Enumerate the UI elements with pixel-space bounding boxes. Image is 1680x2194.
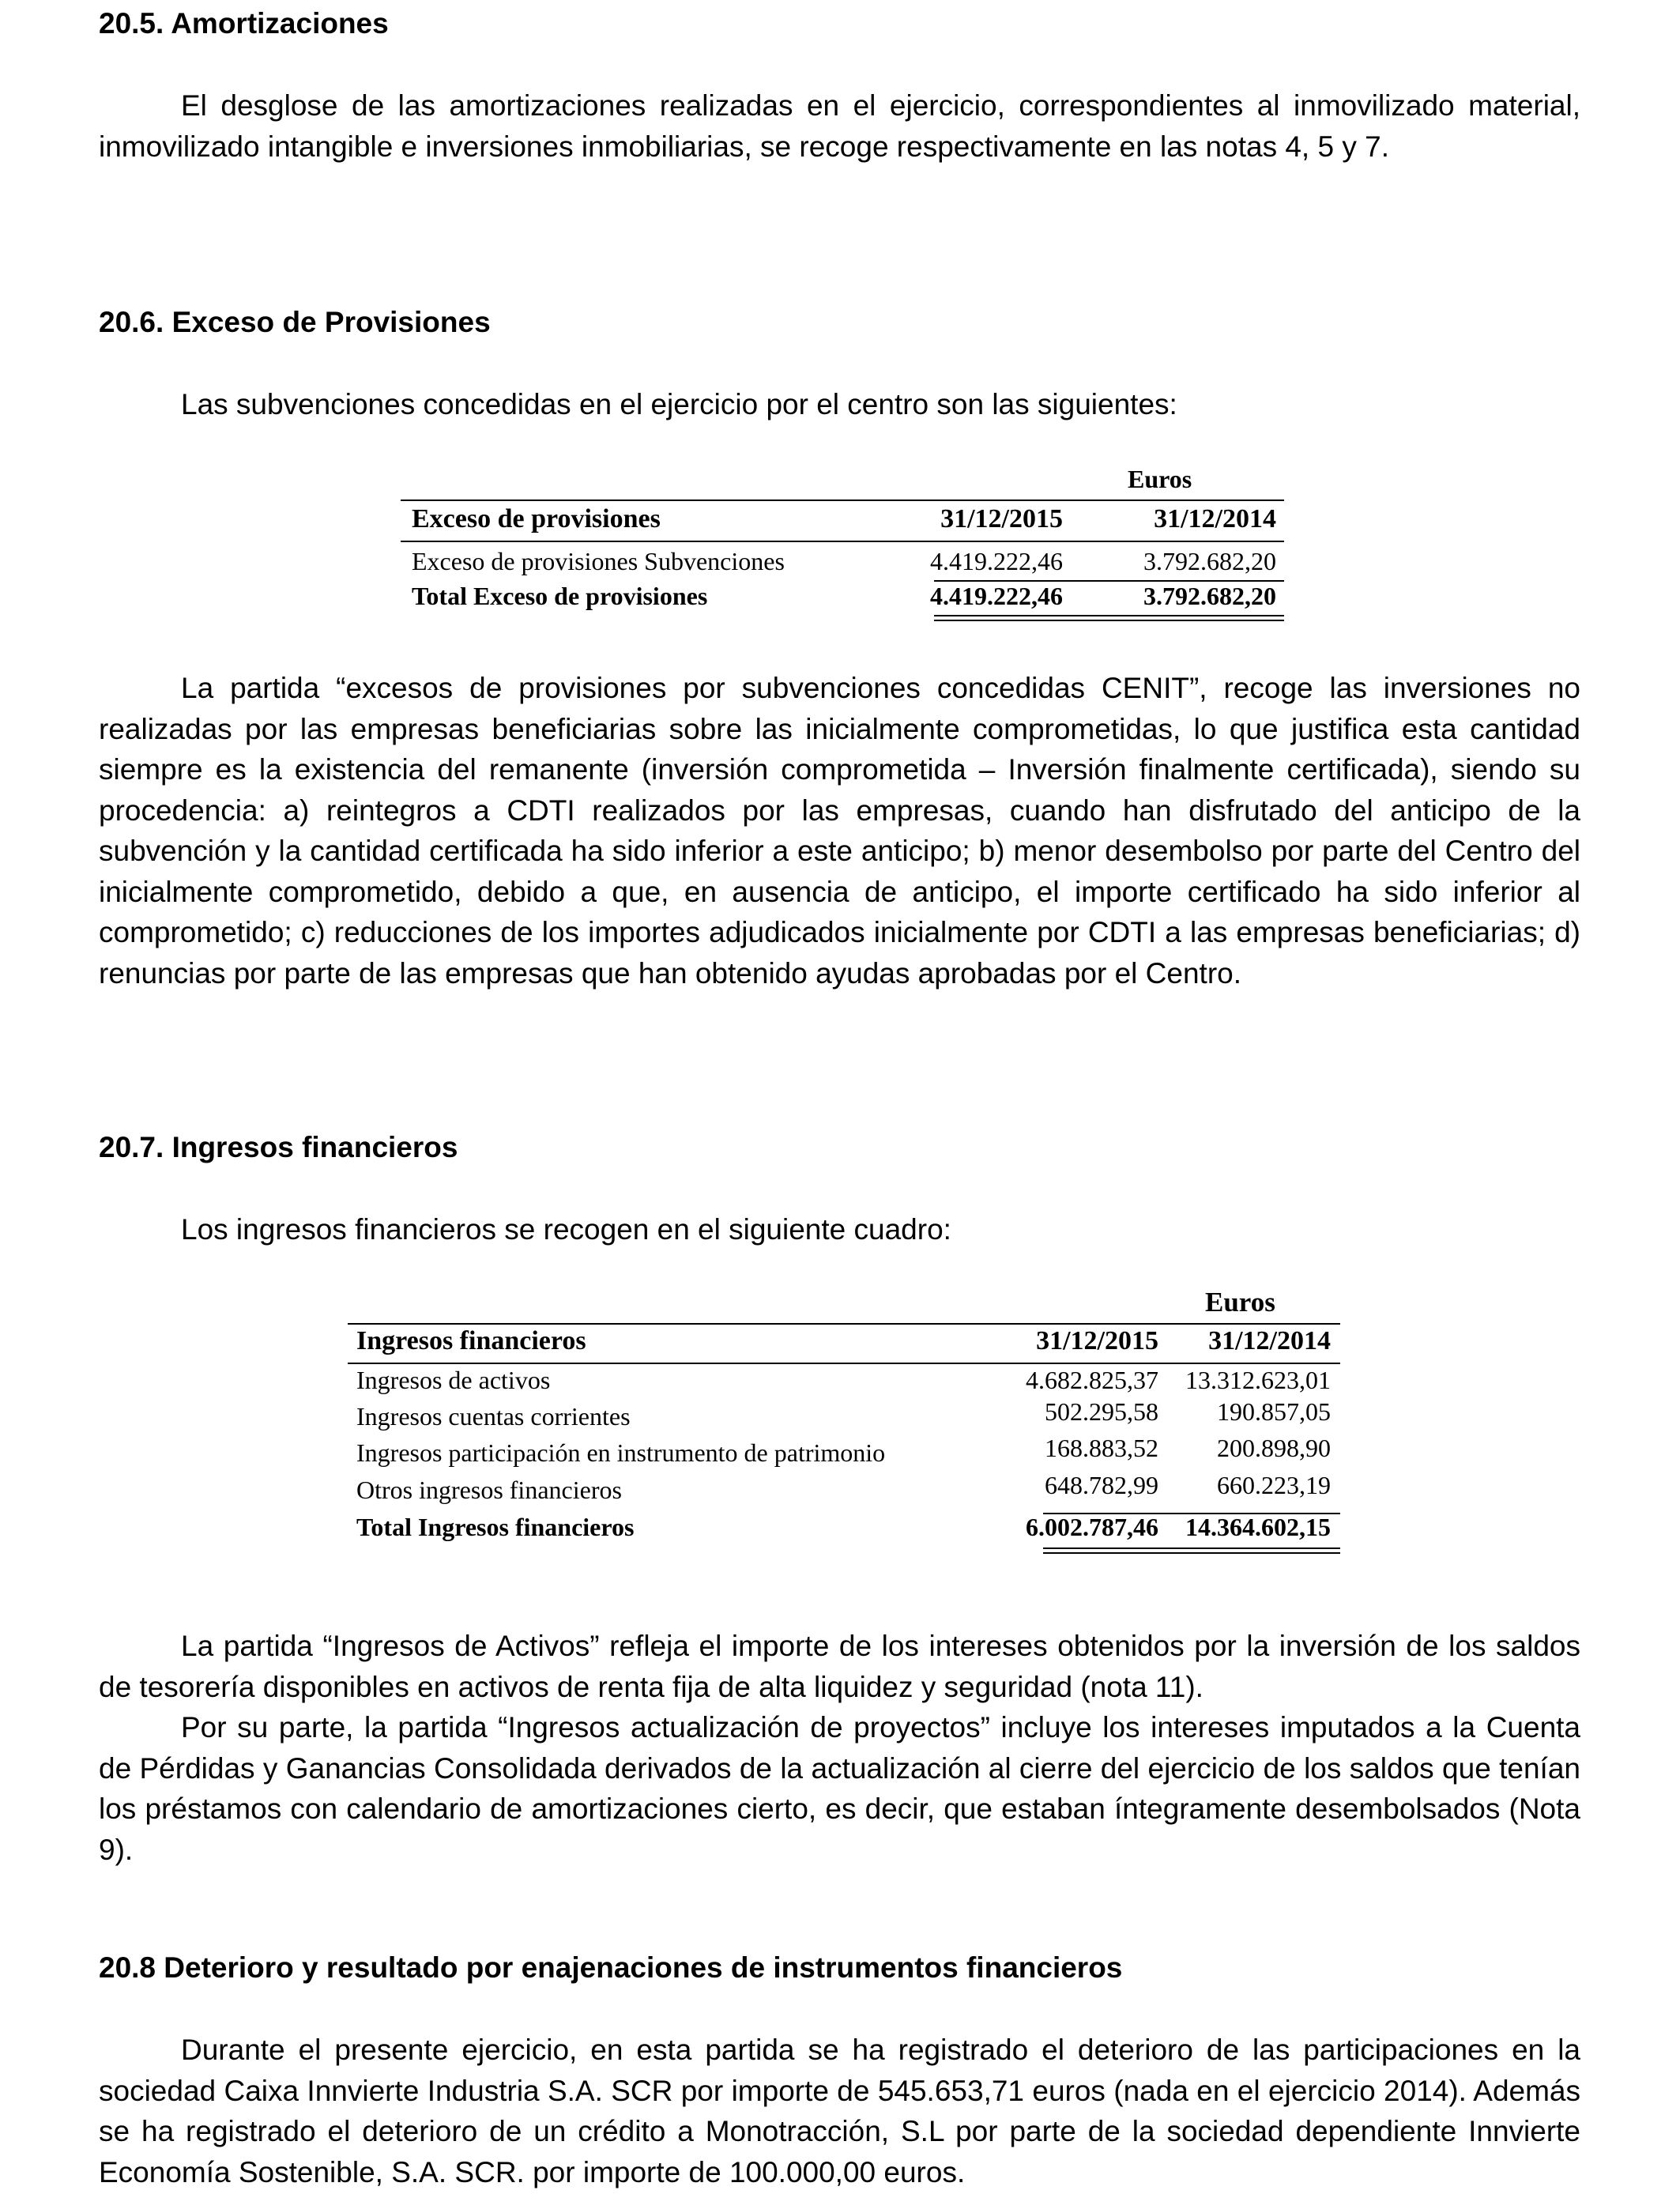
row-value-2015: 648.782,99 [1045, 1471, 1158, 1499]
header-concept: Ingresos financieros [356, 1326, 586, 1355]
table-header-rule [348, 1363, 1340, 1364]
table-top-rule [348, 1323, 1340, 1325]
total-2015: 6.002.787,46 [1026, 1513, 1158, 1541]
table-header-rule [401, 541, 1284, 542]
total-double-rule-2 [934, 620, 1284, 621]
total-2015: 4.419.222,46 [930, 582, 1063, 610]
row-value-2014: 3.792.682,20 [1143, 547, 1276, 575]
row-value-2014: 190.857,05 [1217, 1397, 1331, 1426]
header-2015: 31/12/2015 [940, 504, 1063, 533]
section-heading-20-8: 20.8 Deterioro y resultado por enajenaciones de instrumentos financieros [99, 1951, 1123, 1984]
total-2014: 14.364.602,15 [1185, 1513, 1331, 1541]
document-page [99, 0, 1580, 2194]
row-value-2014: 13.312.623,01 [1185, 1366, 1331, 1394]
header-2014: 31/12/2014 [1154, 504, 1276, 533]
row-value-2015: 168.883,52 [1045, 1434, 1158, 1462]
total-double-rule-1 [1043, 1547, 1340, 1549]
section-heading-20-5: 20.5. Amortizaciones [99, 7, 389, 40]
row-value-2015: 502.295,58 [1045, 1397, 1158, 1426]
row-concept: Ingresos participación en instrumento de patrimonio [356, 1438, 886, 1467]
table-unit-label: Euros [1205, 1287, 1275, 1318]
total-double-rule-1 [934, 615, 1284, 616]
row-concept: Ingresos cuentas corrientes [356, 1402, 631, 1431]
intro-exceso-provisiones: Las subvenciones concedidas en el ejercicio por el centro son las siguientes: [181, 388, 1177, 420]
total-double-rule-2 [1043, 1552, 1340, 1554]
table-ingresos-financieros [348, 1287, 1340, 1559]
paragraph-exceso-cenit: La partida “excesos de provisiones por subvenciones concedidas CENIT”, recoge las inversiones no realizadas por las empresas beneficiarias sobre las inicialmente comprometidas, lo que justifica esta cantidad siempre es la existencia del remanente (inversión comprometida – Inversión finalmente certificada), siendo su procedencia: a) reintegros a CDTI realizados por las empresas, cuando han disfrutado del anticipo de la subvención y la cantidad certificada ha sido inferior a este anticipo; b) menor desembolso por parte del Centro del inicialmente comprometido, debido a que, en ausencia de anticipo, el importe certificado ha sido inferior al comprometido; c) reducciones de los importes adjudicados inicialmente por CDTI a las empresas beneficiarias; d) renuncias por parte de las empresas que han obtenido ayudas aprobadas por el Centro. [99, 672, 1580, 990]
section-heading-20-7: 20.7. Ingresos financieros [99, 1131, 458, 1163]
row-concept: Ingresos de activos [356, 1366, 551, 1394]
header-2015: 31/12/2015 [1036, 1326, 1158, 1355]
section-heading-20-6: 20.6. Exceso de Provisiones [99, 306, 491, 338]
table-unit-label: Euros [1128, 465, 1192, 493]
header-2014: 31/12/2014 [1208, 1326, 1331, 1355]
intro-ingresos-financieros: Los ingresos financieros se recogen en el siguiente cuadro: [181, 1213, 951, 1246]
row-value-2014: 660.223,19 [1217, 1471, 1331, 1499]
header-concept: Exceso de provisiones [412, 504, 661, 533]
row-concept: Exceso de provisiones Subvenciones [412, 547, 785, 575]
paragraph-ingresos-actualizacion: Por su parte, la partida “Ingresos actualización de proyectos” incluye los intereses imputados a la Cuenta de Pérdidas y Ganancias Consolidada derivados de la actualización al cierre del ejercicio de los saldos que tenían los préstamos con calendario de amortizaciones cierto, es decir, que estaban íntegramente desembolsados (Nota 9). [99, 1711, 1580, 1866]
total-label: Total Exceso de provisiones [412, 582, 708, 610]
paragraph-ingresos-activos: La partida “Ingresos de Activos” refleja el importe de los intereses obtenidos por la inversión de los saldos de tesorería disponibles en activos de renta fija de alta liquidez y seguridad (nota 11). [99, 1630, 1580, 1703]
total-label: Total Ingresos financieros [356, 1513, 635, 1541]
table-top-rule [401, 499, 1284, 501]
row-value-2015: 4.419.222,46 [930, 547, 1063, 575]
row-value-2014: 200.898,90 [1217, 1434, 1331, 1462]
row-concept: Otros ingresos financieros [356, 1476, 622, 1504]
row-value-2015: 4.682.825,37 [1026, 1366, 1158, 1394]
table-exceso-provisiones [401, 460, 1284, 626]
paragraph-amortizaciones: El desglose de las amortizaciones realizadas en el ejercicio, correspondientes al inmovilizado material, inmovilizado intangible e inversiones inmobiliarias, se recoge respectivamente en las notas 4, 5 y 7. [99, 89, 1580, 163]
total-2014: 3.792.682,20 [1143, 582, 1276, 610]
paragraph-deterioro: Durante el presente ejercicio, en esta partida se ha registrado el deterioro de las participaciones en la sociedad Caixa Innvierte Industria S.A. SCR por importe de 545.653,71 euros (nada en el ejercicio 2014). Además se ha registrado el deterioro de un crédito a Monotracción, S.L por parte de la sociedad dependiente Innvierte Economía Sostenible, S.A. SCR. por importe de 100.000,00 euros. [99, 2034, 1580, 2188]
